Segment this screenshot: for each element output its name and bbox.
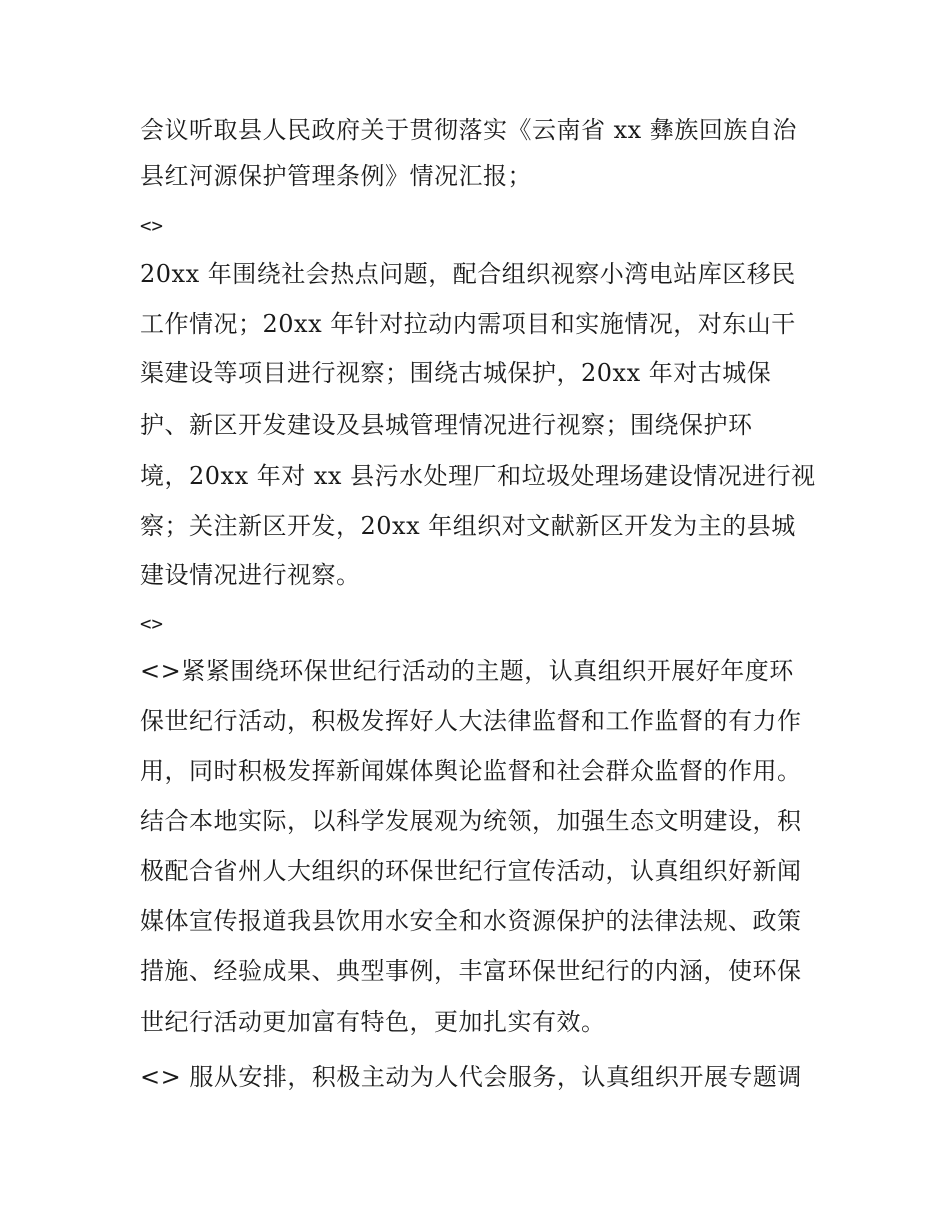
text-line: 措施、经验成果、典型事例，丰富环保世纪行的内涵，使环保 [140,957,802,985]
text-line: 境，20xx 年对 xx 县污水处理厂和垃圾处理场建设情况进行视 [140,462,816,490]
text-line: 察；关注新区开发，20xx 年组织对文献新区开发为主的县城 [140,512,796,540]
text-line: <>紧紧围绕环保世纪行活动的主题，认真组织开展好年度环 [140,657,794,685]
text-line: 世纪行活动更加富有特色，更加扎实有效。 [140,1008,606,1036]
text-line: 建设情况进行视察。 [140,561,361,589]
text-line: 极配合省州人大组织的环保世纪行宣传活动，认真组织好新闻 [140,857,802,885]
text-line: 渠建设等项目进行视察；围绕古城保护，20xx 年对古城保 [140,359,772,387]
separator-marker: <> [140,215,163,237]
text-line: 工作情况；20xx 年针对拉动内需项目和实施情况，对东山干 [140,310,796,338]
text-line: 护、新区开发建设及县城管理情况进行视察；围绕保护环 [140,411,753,439]
text-line: 保世纪行活动，积极发挥好人大法律监督和工作监督的有力作 [140,707,802,735]
text-line: 结合本地实际，以科学发展观为统领，加强生态文明建设，积 [140,807,802,835]
text-line: 用，同时积极发挥新闻媒体舆论监督和社会群众监督的作用。 [140,757,802,785]
text-line: 县红河源保护管理条例》情况汇报； [140,162,532,190]
text-line: <> 服从安排，积极主动为人代会服务，认真组织开展专题调 [140,1063,802,1091]
separator-marker: <> [140,613,163,635]
text-line: 媒体宣传报道我县饮用水安全和水资源保护的法律法规、政策 [140,907,802,935]
text-line: 会议听取县人民政府关于贯彻落实《云南省 xx 彝族回族自治 [140,116,797,144]
text-line: 20xx 年围绕社会热点问题，配合组织视察小湾电站库区移民 [140,260,796,288]
